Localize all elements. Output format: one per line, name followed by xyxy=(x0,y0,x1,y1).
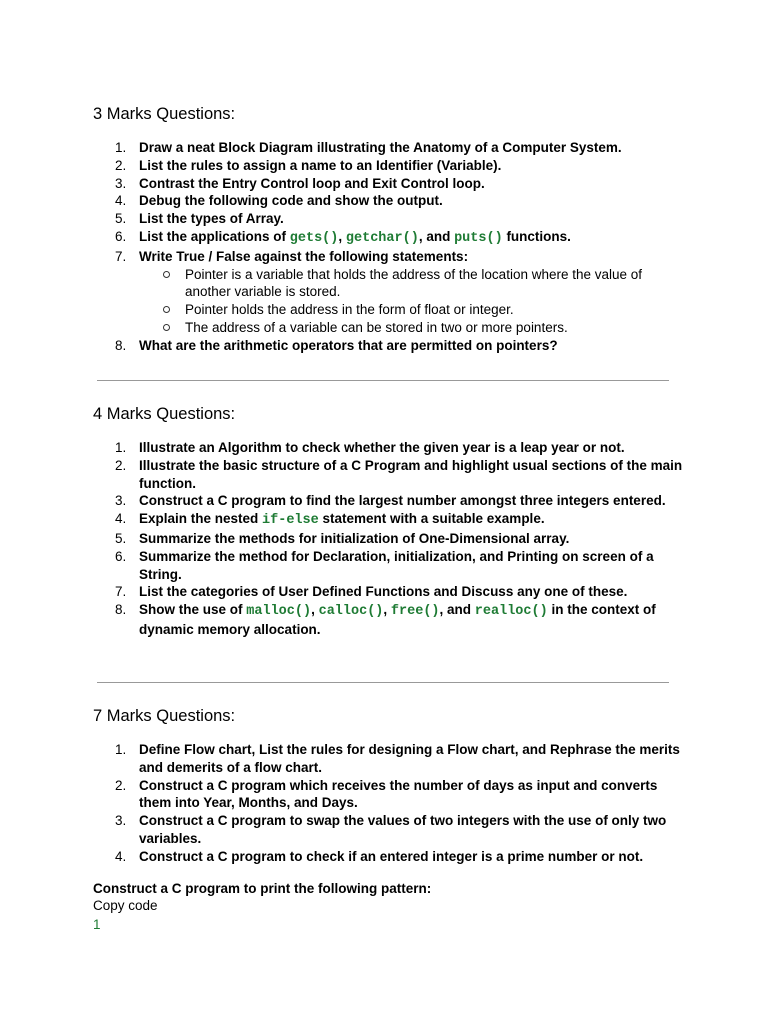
circle-bullet-icon xyxy=(163,306,170,313)
copy-code-button[interactable]: Copy code xyxy=(93,898,158,913)
sub-item: Pointer is a variable that holds the address of the location where the value of another variable is stored. xyxy=(139,266,683,302)
sub-item: Pointer holds the address in the form of float or integer. xyxy=(139,301,683,319)
section-title-4-marks: 4 Marks Questions: xyxy=(93,405,236,423)
question-item: 2. List the rules to assign a name to an Identifier (Variable). xyxy=(115,157,502,173)
question-item: 5. Summarize the methods for initialization of One-Dimensional array. xyxy=(115,530,570,546)
question-item: 4. Construct a C program to check if an entered integer is a prime number or not. xyxy=(115,848,644,864)
question-item: 8. What are the arithmetic operators that are permitted on pointers? xyxy=(115,337,558,353)
section-title-7-marks: 7 Marks Questions: xyxy=(93,707,236,725)
section-title-3-marks: 3 Marks Questions: xyxy=(93,105,236,123)
question-item: 1. Draw a neat Block Diagram illustrating the Anatomy of a Computer System. xyxy=(115,140,622,155)
question-item: 3. Contrast the Entry Control loop and Exit Control loop. xyxy=(115,175,485,191)
code-block-line: 1 xyxy=(93,917,101,932)
code-calloc: calloc() xyxy=(318,604,384,620)
circle-bullet-icon xyxy=(163,271,170,278)
code-if-else: if-else xyxy=(262,513,319,529)
question-item: 6. List the applications of gets(), getchar(), and puts() functions. xyxy=(115,228,571,246)
question-item: 7. Write True / False against the following statements: Pointer is a variable that holds the address of the location where the value of another variable is stored. Pointer holds the address in the form of float or integer. The address of a variable can be stored in two or more pointers. xyxy=(93,248,683,337)
code-free: free() xyxy=(390,604,440,620)
code-getchar: getchar() xyxy=(345,230,419,246)
question-item: 7. List the categories of User Defined Functions and Discuss any one of these. xyxy=(115,584,628,600)
question-list-3-marks xyxy=(93,139,683,355)
question-item: 8. Show the use of malloc(), calloc(), free(), and realloc() in the context of dynamic memory allocation. xyxy=(115,602,656,637)
pattern-question: Construct a C program to print the following pattern: xyxy=(93,881,432,896)
question-item: 4. Debug the following code and show the output. xyxy=(115,193,443,209)
question-list-4-marks xyxy=(93,439,683,639)
circle-bullet-icon xyxy=(163,324,170,331)
code-puts: puts() xyxy=(454,230,503,246)
question-item: 2. Illustrate the basic structure of a C Program and highlight usual sections of the main function. xyxy=(115,457,683,491)
question-item: 1. Define Flow chart, List the rules for designing a Flow chart, and Rephrase the merits and demerits of a flow chart. xyxy=(115,742,680,775)
question-item: 3. Construct a C program to find the largest number amongst three integers entered. xyxy=(115,493,666,509)
question-item: 1. Illustrate an Algorithm to check whether the given year is a leap year or not. xyxy=(115,440,625,455)
question-list-7-marks xyxy=(93,741,683,866)
section-divider xyxy=(97,682,669,683)
section-divider xyxy=(97,380,669,381)
code-gets: gets() xyxy=(289,230,339,246)
sub-item: The address of a variable can be stored in two or more pointers. xyxy=(139,319,683,337)
true-false-sublist xyxy=(139,266,683,337)
code-malloc: malloc() xyxy=(246,604,312,620)
question-item: 2. Construct a C program which receives the number of days as input and converts them into Year, Months, and Days. xyxy=(115,777,658,811)
code-realloc: realloc() xyxy=(474,604,548,620)
question-item: 6. Summarize the method for Declaration, initialization, and Printing on screen of a String. xyxy=(115,548,654,582)
question-item: 5. List the types of Array. xyxy=(115,211,284,227)
question-item: 4. Explain the nested if-else statement with a suitable example. xyxy=(115,511,545,529)
question-item: 3. Construct a C program to swap the values of two integers with the use of only two variables. xyxy=(115,813,667,846)
